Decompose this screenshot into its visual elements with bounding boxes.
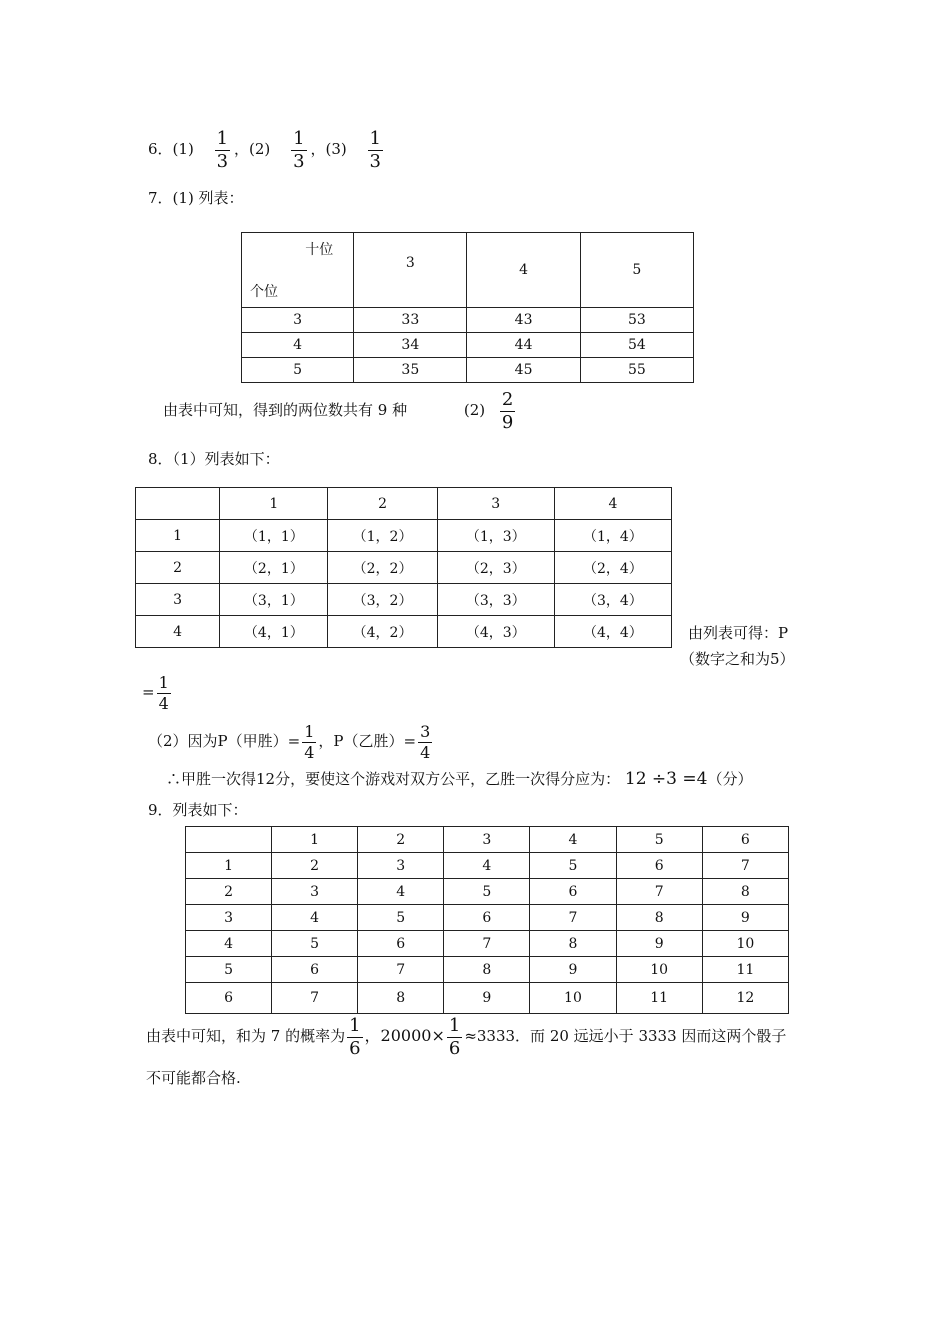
q7-cell: 55	[580, 358, 693, 383]
q8-side-line-2: （数字之和为5）	[680, 650, 795, 668]
q9-text-c: ≈3333．而 20 远远小于 3333 因而这两个骰子	[464, 1027, 787, 1045]
q9-cell: 6	[358, 931, 444, 957]
q7-conclusion	[163, 386, 519, 434]
q8-side-line-1: 由列表可得：P	[688, 624, 789, 642]
q7-corner-top: 十位	[305, 242, 334, 258]
q7-table	[241, 232, 694, 383]
q9-cell: 11	[702, 957, 788, 983]
q9-header-cell: 3	[444, 827, 530, 853]
q9-cell: 9	[530, 957, 616, 983]
q8-cell: （3，3）	[437, 584, 554, 616]
q8-row-label: 3	[136, 584, 220, 616]
q9-header-cell: 5	[616, 827, 702, 853]
q9-fraction-a: $\frac{1}{6}$	[349, 1014, 361, 1059]
q9-cell: 11	[616, 983, 702, 1014]
q8-cell: （4，3）	[437, 616, 554, 648]
q9-cell: 7	[530, 905, 616, 931]
q8-cell: （1，2）	[328, 520, 437, 552]
q6-label: 6．(1)	[148, 140, 194, 158]
q8-p-jia-fraction: $\frac{1}{4}$	[304, 721, 315, 762]
table-row	[136, 616, 672, 648]
q9-cell: 7	[616, 879, 702, 905]
q8-part2	[148, 717, 434, 765]
q8-cell: （4，2）	[328, 616, 437, 648]
q7-cell: 54	[580, 333, 693, 358]
q9-text-d: 不可能都合格.	[146, 1069, 241, 1087]
q8-equals: =	[142, 683, 155, 701]
q7-part2-fraction: $\frac{2}{9}$	[501, 388, 514, 433]
q8-conclusion	[166, 768, 752, 789]
q9-cell: 6	[530, 879, 616, 905]
q8-cell: （4，4）	[554, 616, 671, 648]
table-row	[186, 931, 789, 957]
table-row	[186, 983, 789, 1014]
table-row	[136, 520, 672, 552]
q7-row-label: 5	[242, 358, 354, 383]
q9-text-b: ，20000×	[364, 1026, 445, 1045]
q9-cell: 8	[702, 879, 788, 905]
q9-cell: 6	[444, 905, 530, 931]
q9-table	[185, 826, 789, 1014]
q7-corner-cell	[242, 233, 354, 308]
q9-cell: 3	[272, 879, 358, 905]
table-row	[136, 552, 672, 584]
q9-cell: 12	[702, 983, 788, 1014]
q8-cell: （1，3）	[437, 520, 554, 552]
q8-result-fraction: $\frac{1}{4}$	[158, 672, 169, 713]
q7-cell: 34	[354, 333, 467, 358]
q8-label: 8．（1）列表如下：	[148, 450, 280, 468]
q9-header-cell: 2	[358, 827, 444, 853]
q7-cell: 45	[467, 358, 580, 383]
table-row	[186, 905, 789, 931]
q7-row-label: 4	[242, 333, 354, 358]
q8-table	[135, 487, 672, 648]
q9-cell: 6	[616, 853, 702, 879]
q8-cell: （2，4）	[554, 552, 671, 584]
q9-cell: 5	[272, 931, 358, 957]
q7-row-label: 3	[242, 308, 354, 333]
q6-sep-3: ，(3)	[310, 140, 347, 158]
q6-fraction-2: $\frac{1}{3}$	[293, 127, 305, 172]
q9-cell: 5	[358, 905, 444, 931]
q9-cell: 4	[444, 853, 530, 879]
table-row	[242, 233, 694, 308]
q6-fraction-3: $\frac{1}{3}$	[369, 127, 381, 172]
q9-header-cell: 1	[272, 827, 358, 853]
q7-conclusion-text: 由表中可知，得到的两位数共有 9 种	[163, 401, 408, 419]
q9-cell: 8	[444, 957, 530, 983]
q9-cell: 10	[530, 983, 616, 1014]
q9-cell: 7	[444, 931, 530, 957]
q9-cell: 8	[358, 983, 444, 1014]
q8-conclusion-calc: 12 ÷3 =4	[624, 769, 708, 789]
q8-row-label: 4	[136, 616, 220, 648]
q9-cell: 9	[616, 931, 702, 957]
table-row	[136, 584, 672, 616]
q9-header-cell: 6	[702, 827, 788, 853]
q8-corner-cell	[136, 488, 220, 520]
table-row	[186, 879, 789, 905]
q8-header-cell: 3	[437, 488, 554, 520]
q7-cell: 44	[467, 333, 580, 358]
q8-row-label: 1	[136, 520, 220, 552]
q9-text-a: 由表中可知，和为 7 的概率为	[146, 1027, 346, 1045]
table-row	[186, 827, 789, 853]
q9-header-cell: 4	[530, 827, 616, 853]
q8-cell: （4，1）	[220, 616, 328, 648]
q7-header-cell: 4	[467, 233, 580, 308]
q7-cell: 43	[467, 308, 580, 333]
q9-row-label: 6	[186, 983, 272, 1014]
q9-cell: 7	[702, 853, 788, 879]
q9-cell: 2	[272, 853, 358, 879]
table-row	[186, 853, 789, 879]
q8-cell: （3，1）	[220, 584, 328, 616]
q8-conclusion-text: ∴甲胜一次得12分，要使这个游戏对双方公平，乙胜一次得分应为：	[166, 770, 621, 788]
q9-cell: 10	[616, 957, 702, 983]
q6-line	[148, 126, 387, 172]
q9-cell: 5	[530, 853, 616, 879]
q8-header-cell: 1	[220, 488, 328, 520]
q7-corner-bottom: 个位	[250, 284, 278, 300]
q8-p-yi-fraction: $\frac{3}{4}$	[420, 721, 431, 762]
table-row	[136, 488, 672, 520]
table-row	[242, 333, 694, 358]
q9-cell: 5	[444, 879, 530, 905]
q9-conclusion	[146, 1012, 786, 1060]
q7-cell: 35	[354, 358, 467, 383]
table-row	[242, 308, 694, 333]
q9-cell: 7	[272, 983, 358, 1014]
q6-fraction-1: $\frac{1}{3}$	[216, 127, 229, 172]
q8-cell: （2，2）	[328, 552, 437, 584]
q9-cell: 6	[272, 957, 358, 983]
q7-header-cell: 5	[580, 233, 693, 308]
q7-cell: 33	[354, 308, 467, 333]
q9-row-label: 1	[186, 853, 272, 879]
q9-cell: 4	[358, 879, 444, 905]
q8-part2-prefix: （2）因为P（甲胜）=	[148, 732, 301, 750]
q9-cell: 9	[444, 983, 530, 1014]
q9-cell: 4	[272, 905, 358, 931]
q6-sep-2: ，(2)	[234, 140, 271, 158]
q7-label: 7．(1) 列表：	[148, 189, 244, 207]
q9-cell: 9	[702, 905, 788, 931]
q9-row-label: 5	[186, 957, 272, 983]
q8-cell: （1，4）	[554, 520, 671, 552]
q9-cell: 8	[530, 931, 616, 957]
q7-part2-label: (2)	[463, 401, 486, 419]
q9-cell: 8	[616, 905, 702, 931]
q9-row-label: 4	[186, 931, 272, 957]
q8-row-label: 2	[136, 552, 220, 584]
table-row	[242, 358, 694, 383]
q8-cell: （2，1）	[220, 552, 328, 584]
q8-header-cell: 4	[554, 488, 671, 520]
q8-cell: （1，1）	[220, 520, 328, 552]
q9-corner-cell	[186, 827, 272, 853]
q8-result	[142, 668, 175, 716]
q9-cell: 3	[358, 853, 444, 879]
q8-cell: （2，3）	[437, 552, 554, 584]
q8-cell: （3，2）	[328, 584, 437, 616]
q9-row-label: 2	[186, 879, 272, 905]
q8-conclusion-unit: （分）	[707, 770, 753, 788]
q7-header-cell: 3	[354, 233, 467, 308]
q8-header-cell: 2	[328, 488, 437, 520]
q9-row-label: 3	[186, 905, 272, 931]
q9-cell: 10	[702, 931, 788, 957]
q8-part2-mid: ，P（乙胜）=	[318, 732, 417, 750]
q8-cell: （3，4）	[554, 584, 671, 616]
q9-label: 9．列表如下：	[148, 801, 248, 819]
q9-cell: 7	[358, 957, 444, 983]
table-row	[186, 957, 789, 983]
q7-cell: 53	[580, 308, 693, 333]
q9-fraction-b: $\frac{1}{6}$	[448, 1014, 461, 1059]
